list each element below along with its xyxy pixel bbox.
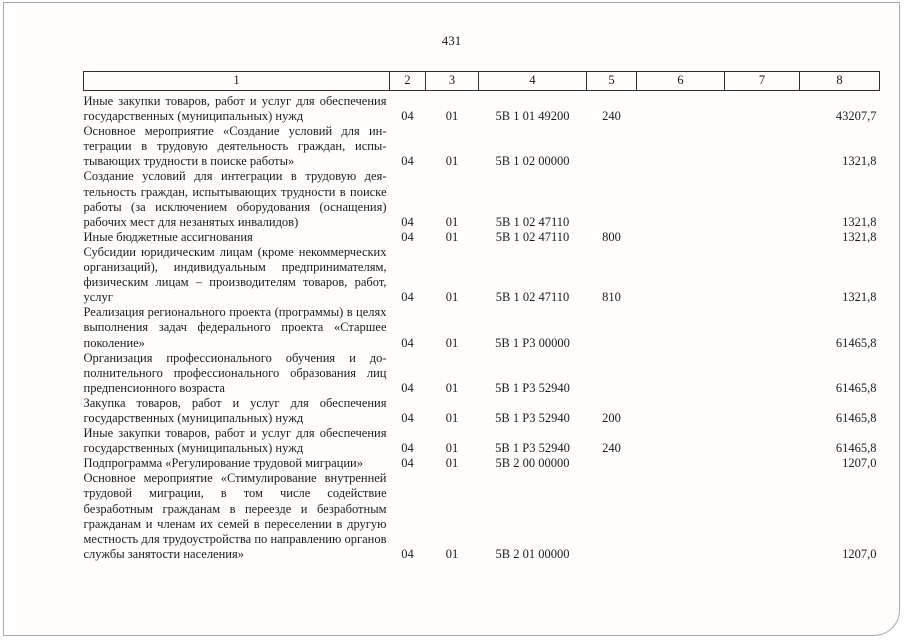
- cell-c7: [725, 91, 800, 125]
- cell-c2: 04: [401, 410, 414, 425]
- cell-c4: 5В 2 01 00000: [495, 546, 570, 561]
- column-header-8: 8: [800, 72, 880, 91]
- scanned-page: [3, 2, 900, 636]
- cell-description: Иные закупки товаров, работ и услуг для обеспечения государственных (муниципальных) нужд: [83, 94, 387, 124]
- cell-c4: 5В 1 Р3 52940: [495, 441, 570, 456]
- column-header-4: 4: [479, 72, 587, 91]
- cell-c7: [725, 124, 800, 169]
- cell-c6: [637, 426, 725, 456]
- cell-c5: [587, 351, 637, 396]
- cell-c5: [587, 471, 637, 562]
- cell-c7: [725, 245, 800, 305]
- cell-c5: 240: [602, 441, 621, 456]
- table-row: [84, 91, 880, 125]
- cell-description: Создание условий для интеграции в трудовую деятельность граждан, испытывающих трудности в поиске работы (за исключением оборудования (оснащения) рабочих мест для незанятых инвалидов): [83, 169, 387, 229]
- cell-c3: 01: [445, 380, 459, 395]
- cell-c3: 01: [445, 214, 459, 229]
- cell-c3: 01: [445, 335, 459, 350]
- cell-description: Основное мероприятие «Стимулирование внутренней трудовой миграции, в том числе содействие безработным гражданам в переезде и безработным гражданам и членам их семей в переселении в другую местность для трудоустройства по направлению органов службы занятости населения»: [83, 471, 387, 561]
- column-header-6: 6: [637, 72, 725, 91]
- cell-c3: 01: [445, 456, 459, 471]
- cell-description: Иные бюджетные ассигнования: [83, 229, 253, 244]
- cell-c6: [637, 456, 725, 471]
- cell-c3: 01: [445, 109, 459, 124]
- cell-c4: 5В 1 01 49200: [495, 109, 570, 124]
- cell-c6: [637, 124, 725, 169]
- cell-c3: 01: [445, 441, 459, 456]
- cell-c4: 5В 1 02 00000: [495, 154, 570, 169]
- table-row: [84, 305, 880, 350]
- cell-c2: 04: [401, 229, 414, 244]
- cell-c7: [725, 230, 800, 245]
- cell-c2: 04: [401, 441, 414, 456]
- table-row: [84, 456, 880, 471]
- cell-c8: 1321,8: [842, 154, 877, 169]
- cell-c6: [637, 245, 725, 305]
- cell-c7: [725, 169, 800, 229]
- cell-c2: 04: [401, 290, 414, 305]
- table-row: [84, 124, 880, 169]
- cell-c4: 5В 1 02 47110: [495, 229, 570, 244]
- cell-c8: 1321,8: [842, 229, 877, 244]
- column-header-3: 3: [426, 72, 479, 91]
- cell-c3: 01: [445, 229, 459, 244]
- table-row: [84, 230, 880, 245]
- cell-c8: 61465,8: [835, 335, 877, 350]
- cell-description: Подпрограмма «Регулирование трудовой миграции»: [83, 456, 363, 471]
- cell-c3: 01: [445, 154, 459, 169]
- table-body: [84, 91, 880, 562]
- budget-table: [83, 71, 880, 562]
- cell-c8: 61465,8: [835, 410, 877, 425]
- table-row: [84, 471, 880, 562]
- cell-description: Основное мероприятие «Создание условий для интеграции в трудовую деятельность граждан, испытывающих трудности в поиске работы»: [83, 124, 387, 169]
- cell-c8: 61465,8: [835, 441, 877, 456]
- cell-c6: [637, 91, 725, 125]
- column-header-7: 7: [725, 72, 800, 91]
- cell-c2: 04: [401, 154, 414, 169]
- cell-description: Реализация регионального проекта (программы) в целях выполнения задач федерального проекта «Старшее поколение»: [83, 305, 387, 350]
- cell-c5: [587, 169, 637, 229]
- cell-c7: [725, 351, 800, 396]
- cell-c5: 810: [602, 290, 621, 305]
- cell-c2: 04: [401, 335, 414, 350]
- cell-c6: [637, 471, 725, 562]
- cell-c2: 04: [401, 546, 414, 561]
- cell-description: Иные закупки товаров, работ и услуг для обеспечения государственных (муниципальных) нужд: [83, 426, 387, 456]
- cell-c6: [637, 230, 725, 245]
- table-row: [84, 426, 880, 456]
- column-header-5: 5: [587, 72, 637, 91]
- cell-c2: 04: [401, 456, 414, 471]
- cell-c5: [587, 305, 637, 350]
- cell-c8: 43207,7: [835, 109, 877, 124]
- cell-c5: 200: [602, 410, 621, 425]
- table-row: [84, 169, 880, 229]
- cell-c4: 5В 1 Р3 52940: [495, 410, 570, 425]
- cell-c7: [725, 456, 800, 471]
- cell-c2: 04: [401, 380, 414, 395]
- cell-c8: 1321,8: [842, 290, 877, 305]
- cell-c4: 5В 1 Р3 00000: [495, 335, 570, 350]
- table-header-row: [84, 72, 880, 91]
- cell-c6: [637, 396, 725, 426]
- cell-c5: 800: [602, 229, 621, 244]
- cell-description: Организация профессионального обучения и дополнительного профессионального образования лиц предпенсионного возраста: [83, 350, 387, 395]
- cell-c8: 61465,8: [835, 380, 877, 395]
- cell-c7: [725, 305, 800, 350]
- cell-description: Закупка товаров, работ и услуг для обеспечения государственных (муниципальных) нужд: [83, 395, 387, 425]
- cell-c3: 01: [445, 290, 459, 305]
- page-number: 431: [441, 33, 462, 48]
- table-row: [84, 245, 880, 305]
- cell-c3: 01: [445, 410, 459, 425]
- cell-c6: [637, 305, 725, 350]
- cell-c7: [725, 426, 800, 456]
- cell-c5: [587, 124, 637, 169]
- cell-c7: [725, 471, 800, 562]
- cell-c8: 1207,0: [842, 546, 877, 561]
- cell-c8: 1207,0: [842, 456, 877, 471]
- cell-c4: 5В 1 Р3 52940: [495, 380, 570, 395]
- table-row: [84, 351, 880, 396]
- cell-c6: [637, 351, 725, 396]
- cell-c2: 04: [401, 214, 414, 229]
- cell-c4: 5В 2 00 00000: [495, 456, 570, 471]
- cell-c8: 1321,8: [842, 214, 877, 229]
- table-row: [84, 396, 880, 426]
- cell-c2: 04: [401, 109, 414, 124]
- cell-c5: [587, 456, 637, 471]
- column-header-2: 2: [390, 72, 426, 91]
- cell-c4: 5В 1 02 47110: [495, 214, 570, 229]
- cell-c7: [725, 396, 800, 426]
- cell-c5: 240: [602, 109, 621, 124]
- cell-c3: 01: [445, 546, 459, 561]
- cell-c4: 5В 1 02 47110: [495, 290, 570, 305]
- column-header-1: 1: [84, 72, 390, 91]
- cell-description: Субсидии юридическим лицам (кроме некоммерческих организаций), индивидуальным предпринимателям, физическим лицам – производителям товаров, работ, услуг: [83, 244, 387, 305]
- cell-c6: [637, 169, 725, 229]
- table-header: [84, 72, 880, 91]
